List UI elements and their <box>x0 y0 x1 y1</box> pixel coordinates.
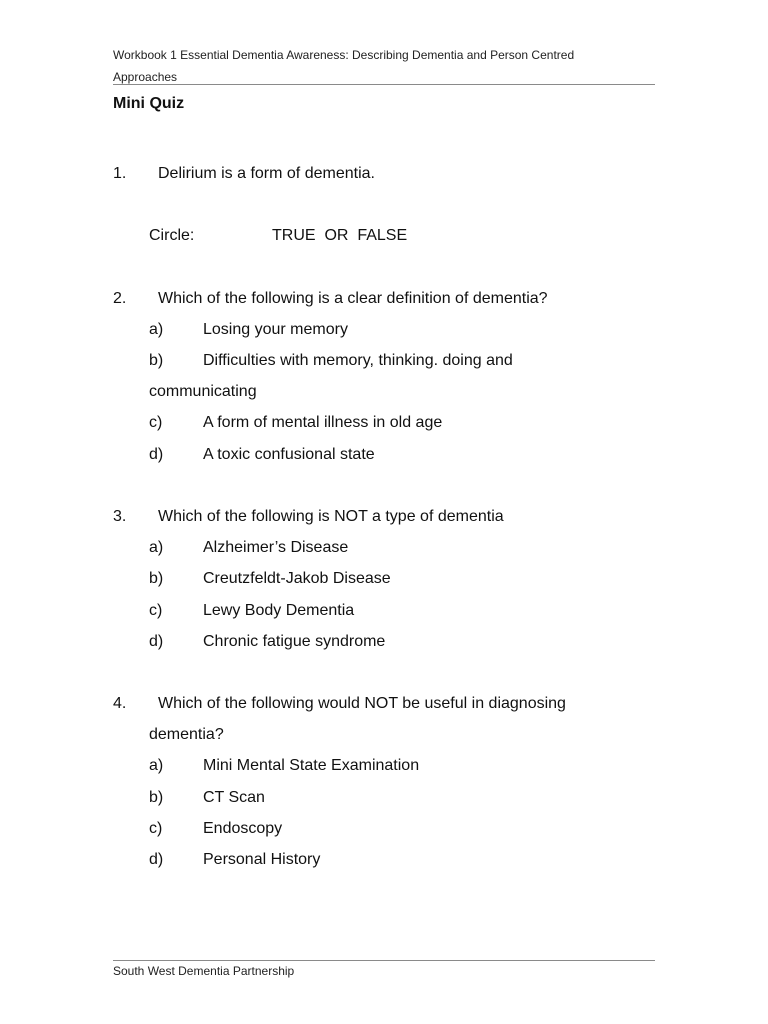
footer-divider <box>113 960 655 961</box>
option-letter: b) <box>149 570 164 587</box>
option-text: Chronic fatigue syndrome <box>203 633 386 650</box>
option-text: Mini Mental State Examination <box>203 757 420 774</box>
option-text: Lewy Body Dementia <box>203 602 355 619</box>
option-text: Personal History <box>203 851 321 868</box>
question-text: Which of the following is a clear definition of dementia? <box>158 290 548 307</box>
option-text: Creutzfeldt-Jakob Disease <box>203 570 391 587</box>
option-text: Losing your memory <box>203 321 348 338</box>
question-number: 2. <box>113 290 127 307</box>
page-footer: South West Dementia Partnership <box>113 964 295 978</box>
question-number: 3. <box>113 508 127 525</box>
option-text: Alzheimer’s Disease <box>203 539 349 556</box>
question-text: Which of the following would NOT be useful in diagnosing <box>158 695 566 712</box>
question-number: 4. <box>113 695 127 712</box>
option-letter: b) <box>149 789 164 806</box>
option-letter: b) <box>149 352 164 369</box>
header-line-2: Approaches <box>113 70 178 84</box>
option-letter: a) <box>149 757 164 774</box>
true-false-answer: TRUE OR FALSE <box>272 227 408 244</box>
option-letter: d) <box>149 851 164 868</box>
question-text: Which of the following is NOT a type of dementia <box>158 508 504 525</box>
option-text: CT Scan <box>203 789 265 806</box>
option-text: A form of mental illness in old age <box>203 414 443 431</box>
question-text: Delirium is a form of dementia. <box>158 165 375 182</box>
option-letter: c) <box>149 820 163 837</box>
page-header <box>113 44 653 88</box>
question-text-continuation: dementia? <box>149 726 224 743</box>
option-letter: d) <box>149 446 164 463</box>
option-text: Endoscopy <box>203 820 283 837</box>
circle-label: Circle: <box>149 227 195 244</box>
option-letter: c) <box>149 602 163 619</box>
page-title: Mini Quiz <box>113 95 185 112</box>
option-letter: c) <box>149 414 163 431</box>
option-letter: d) <box>149 633 164 650</box>
header-line-1: Workbook 1 Essential Dementia Awareness: Describing Dementia and Person Centred <box>113 48 575 62</box>
option-letter: a) <box>149 539 164 556</box>
option-letter: a) <box>149 321 164 338</box>
question-number: 1. <box>113 165 127 182</box>
option-text: Difficulties with memory, thinking. doing and <box>203 352 513 369</box>
header-divider <box>113 84 655 85</box>
option-text-continuation: communicating <box>149 383 257 400</box>
option-text: A toxic confusional state <box>203 446 375 463</box>
